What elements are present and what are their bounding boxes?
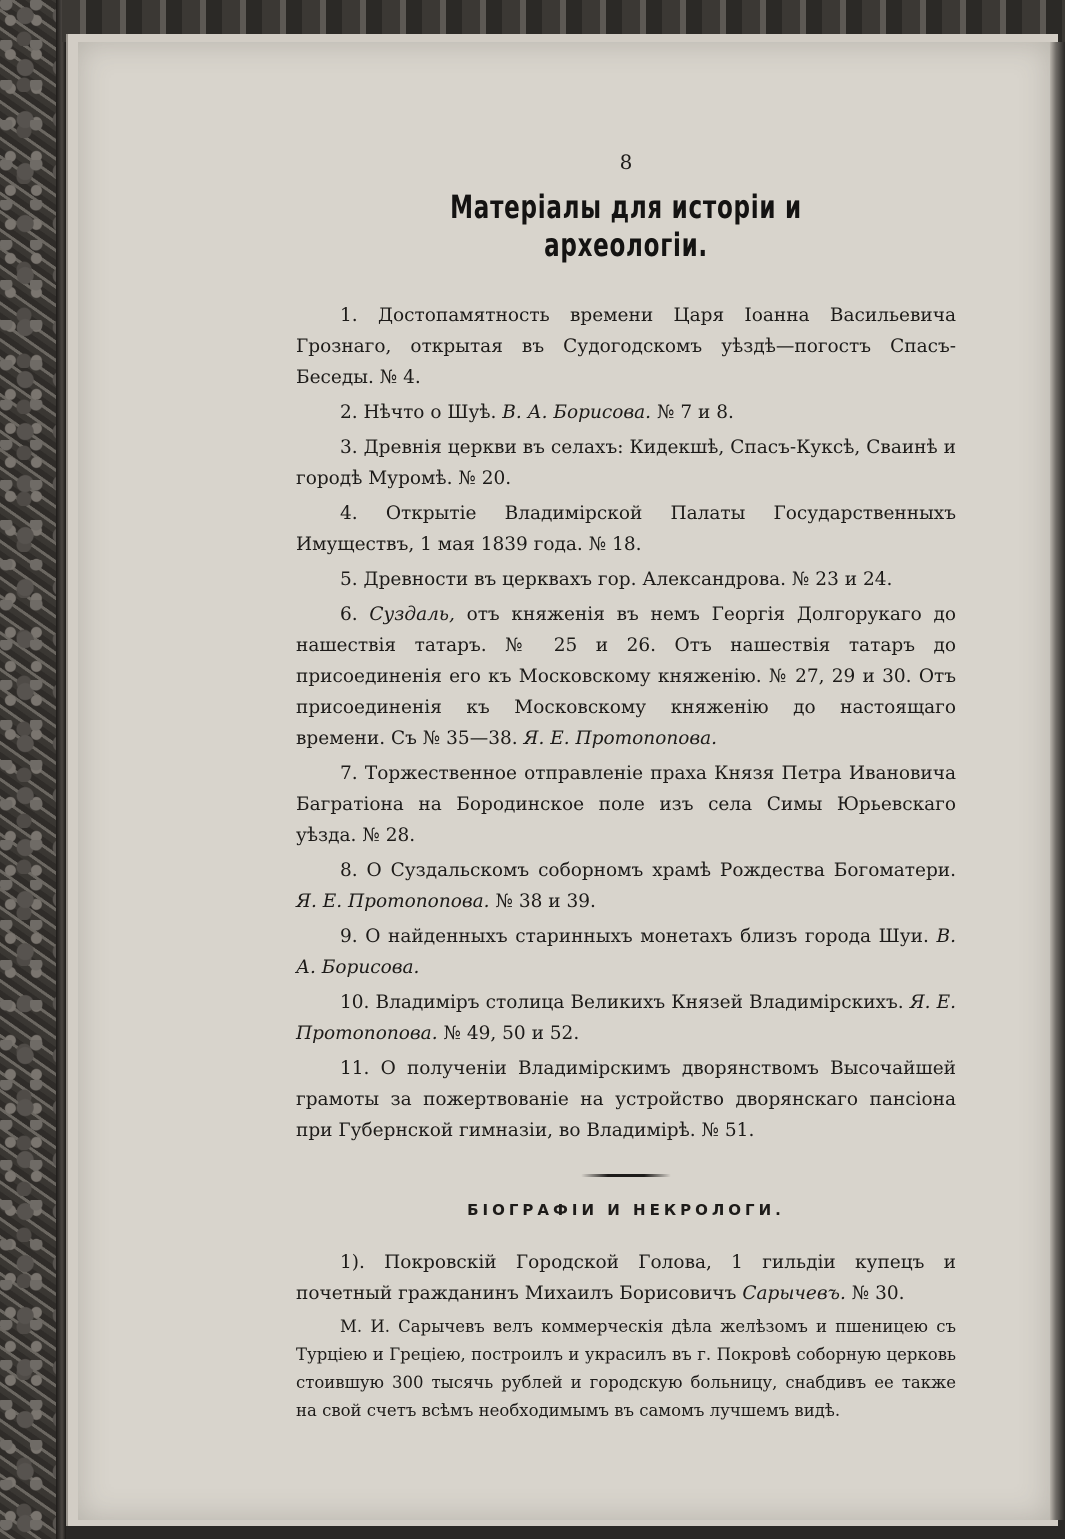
book-spine	[56, 0, 66, 1539]
materials-list	[296, 300, 956, 1146]
list-item: 3. Древнія церкви въ селахъ: Кидекшѣ, Спасъ-Куксѣ, Сваинѣ и городѣ Муромѣ. № 20.	[296, 437, 956, 489]
list-item: 8. О Суздальскомъ соборномъ храмѣ Рождества Богоматери. Я. Е. Протопопова. № 38 и 39.	[296, 860, 957, 912]
ornamental-divider	[581, 1174, 671, 1177]
page-right-edge	[1050, 42, 1065, 1520]
page-content	[296, 150, 956, 1425]
page-number: 8	[619, 150, 633, 174]
list-item: 6. Суздаль, отъ княженія въ немъ Георгія Долгорукаго до нашествія татаръ. № 25 и 26. Отъ нашествія татаръ до присоединенія его къ Московскому княженію. № 27, 29 и 30. Отъ присоединенія къ Московскому княженію до настоящаго времени. Съ № 35—38. Я. Е. Протопопова.	[296, 604, 956, 749]
list-item: 7. Торжественное отправленіе праха Князя Петра Ивановича Багратіона на Бородинское поле изъ села Симы Юрьевскаго уѣзда. № 28.	[296, 763, 956, 846]
section-title-biographies: БІОГРАФІИ И НЕКРОЛОГИ.	[467, 1201, 785, 1219]
list-item: 2. Нѣчто о Шуѣ. В. А. Борисова. № 7 и 8.	[340, 402, 734, 423]
list-item: 10. Владимiръ столица Великихъ Князей Владимірскихъ. Я. Е. Протопопова. № 49, 50 и 52.	[296, 992, 956, 1044]
list-item: 4. Открытіе Владимірской Палаты Государственныхъ Имуществъ, 1 мая 1839 года. № 18.	[296, 503, 956, 555]
list-item: 11. О полученіи Владимірскимъ дворянствомъ Высочайшей грамоты за пожертвованіе на устройство дворянскаго пансіона при Губернской гимназіи, во Владимірѣ. № 51.	[296, 1058, 956, 1141]
bio-paragraph: М. И. Сарычевъ велъ коммерческія дѣла желѣзомъ и пшеницею съ Турціею и Греціею, построилъ и украсилъ въ г. Покровѣ соборную церковь стоившую 300 тысячь рублей и городскую больницу, снабдивъ ее также на свой счетъ всѣмъ необходимымъ въ самомъ лучшемъ видѣ.	[296, 1317, 956, 1420]
list-item: 9. О найденныхъ старинныхъ монетахъ близъ города Шуи. В. А. Борисова.	[296, 926, 956, 978]
book-binding	[0, 0, 62, 1539]
list-item: 5. Древности въ церквахъ гор. Александрова. № 23 и 24.	[340, 569, 893, 590]
section-title-materials: Матеріалы для исторіи и археологіи.	[450, 188, 802, 264]
list-item: 1. Достопамятность времени Царя Іоанна Васильевича Грознаго, открытая въ Судогодскомъ уѣздѣ—погостъ Спасъ-Беседы. № 4.	[296, 305, 956, 388]
bio-entry: 1). Покровскій Городской Голова, 1 гильдіи купецъ и почетный гражданинъ Михаилъ Борисовичъ Сарычевъ. № 30.	[296, 1252, 956, 1304]
